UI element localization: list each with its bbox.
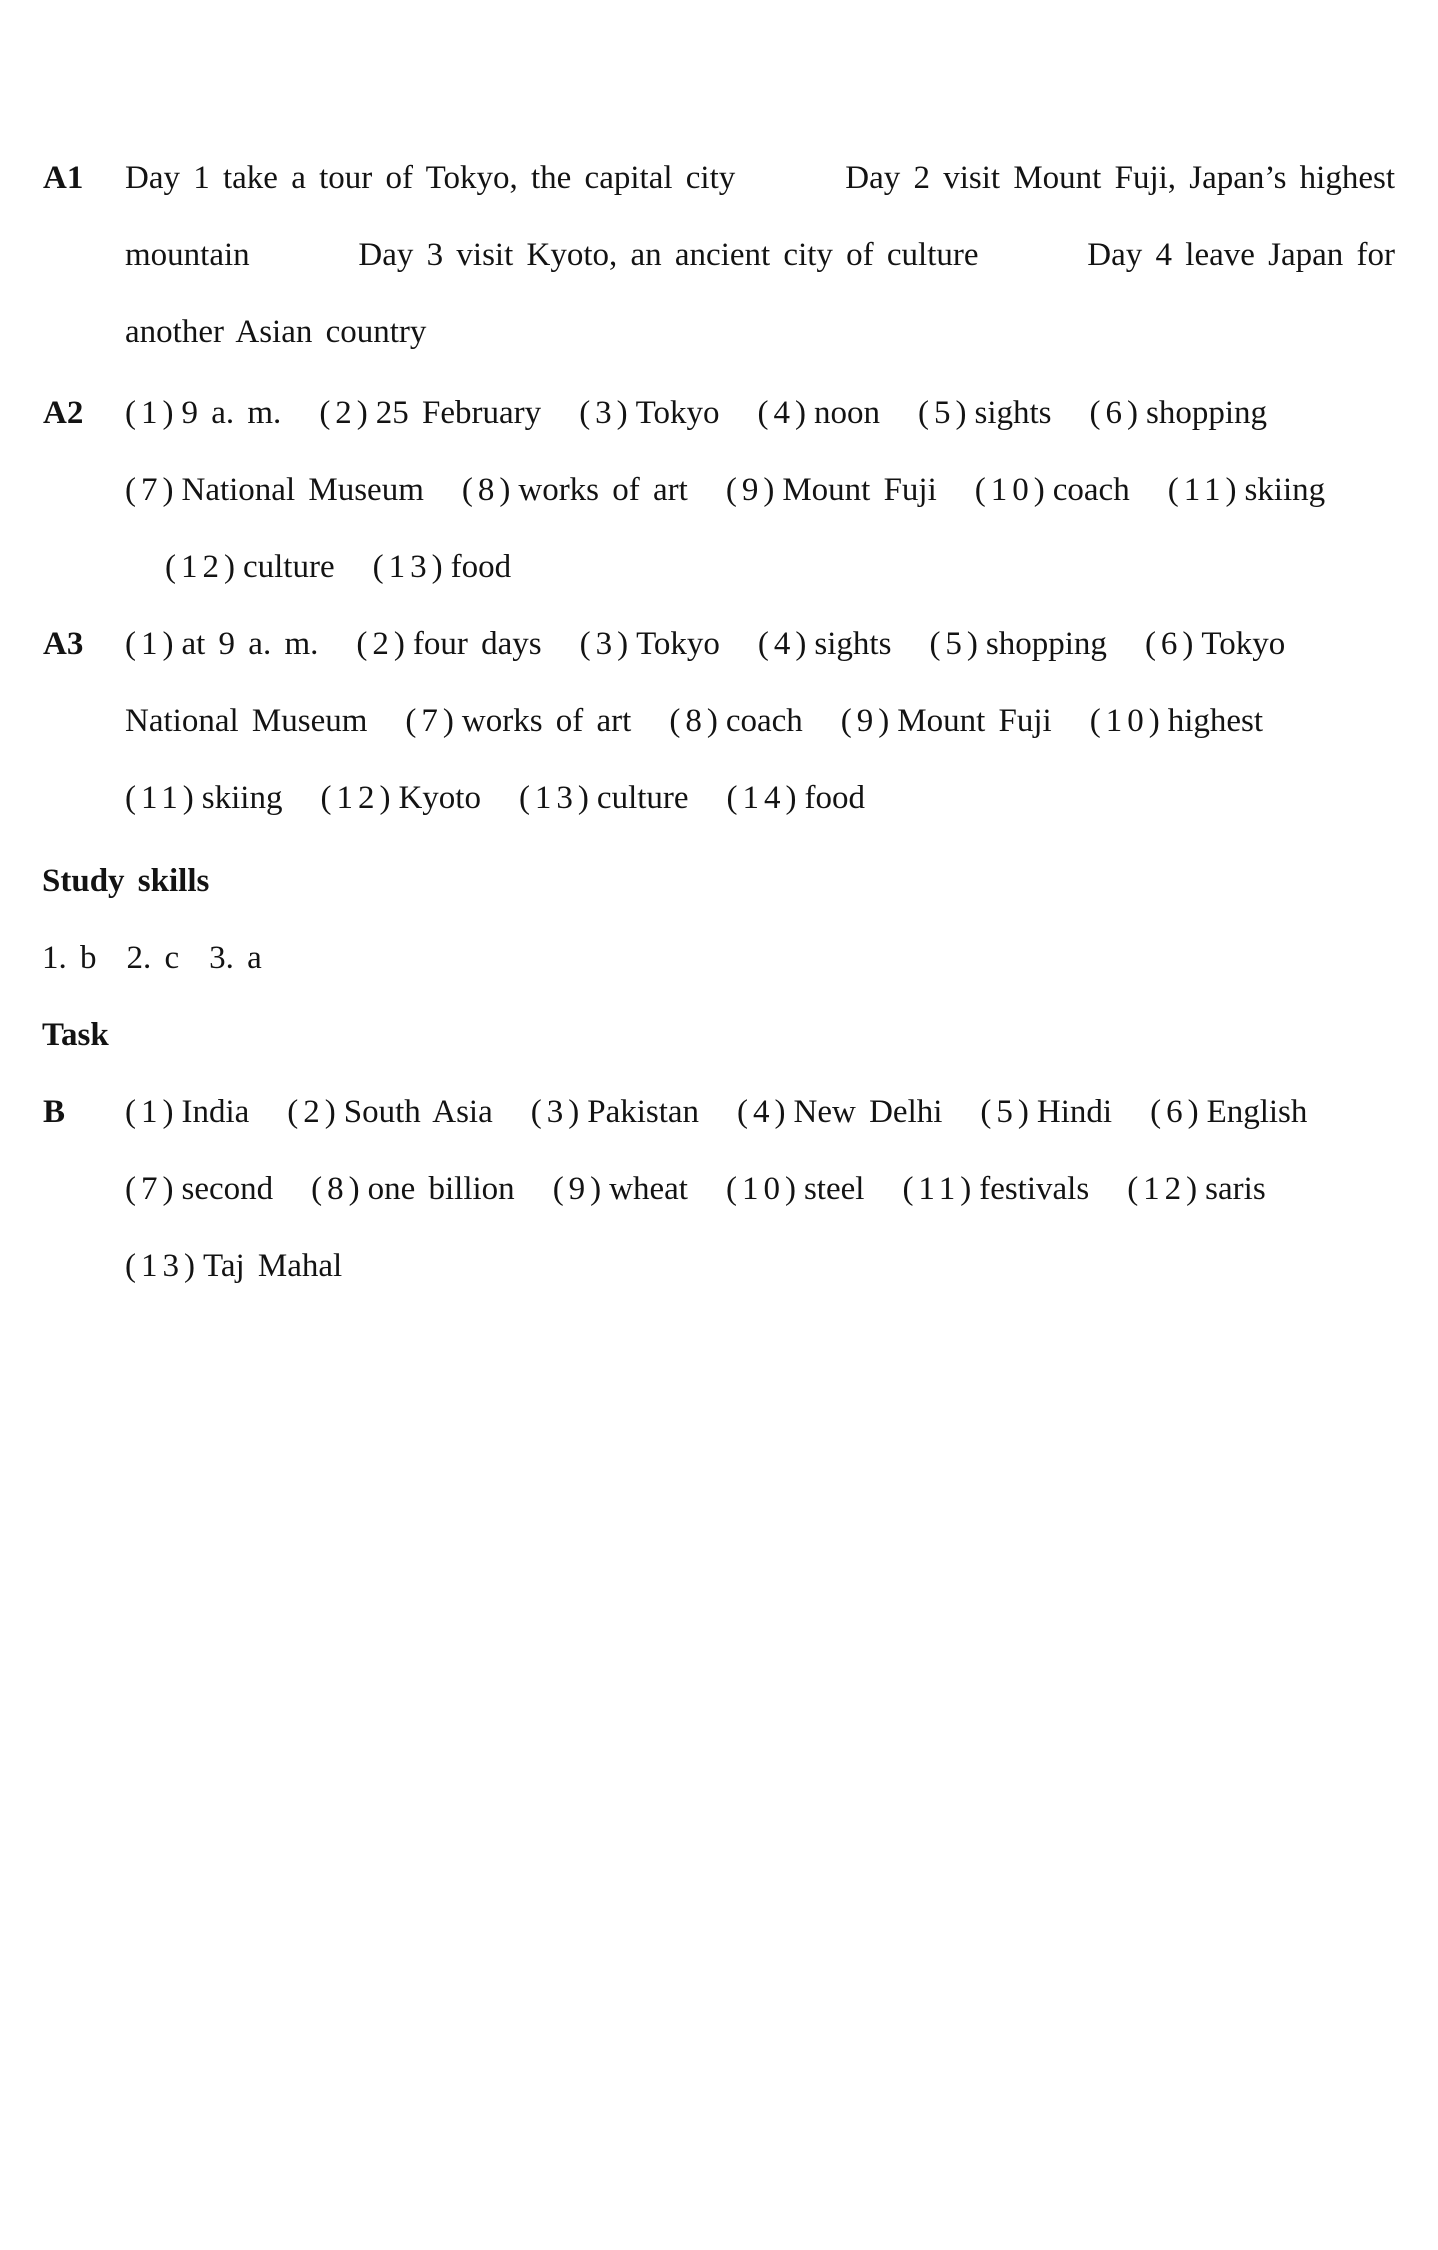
answer-number: (1) — [125, 1094, 179, 1130]
section-label: A3 — [43, 626, 84, 662]
answer-number: (13) — [372, 549, 448, 585]
prose-segment: Day 4 leave Japan for — [1087, 237, 1395, 273]
answer-text: shopping — [985, 626, 1107, 662]
answer-item — [1127, 1151, 1265, 1228]
answer-number: (8) — [461, 472, 516, 508]
prose-segment: mountain — [125, 237, 250, 273]
answer-text: 2. c — [126, 940, 180, 976]
answer-text: second — [181, 1171, 274, 1207]
answer-number: (8) — [669, 703, 723, 739]
answer-text: English — [1206, 1094, 1308, 1130]
answer-text: Mount Fuji — [782, 472, 937, 508]
answer-item — [356, 606, 541, 683]
prose-line — [125, 140, 1395, 217]
answer-number: (7) — [405, 703, 459, 739]
answer-number: (4) — [757, 626, 812, 662]
answer-number: (4) — [737, 1094, 791, 1130]
answer-number: (12) — [1127, 1171, 1203, 1207]
answer-text: sights — [814, 626, 892, 662]
answer-text: highest — [1167, 703, 1264, 739]
answer-number: (12) — [320, 780, 396, 816]
answer-line — [165, 529, 1395, 606]
answer-item — [918, 375, 1052, 452]
answer-item — [125, 1074, 249, 1151]
answer-text: Mount Fuji — [897, 703, 1052, 739]
answer-item — [737, 1074, 942, 1151]
answer-text: shopping — [1146, 395, 1268, 431]
answer-text: National Museum — [181, 472, 424, 508]
answer-text: works of art — [461, 703, 632, 739]
section-block-A2 — [0, 375, 1438, 606]
answer-item — [125, 1151, 273, 1228]
answer-text: India — [181, 1094, 250, 1130]
answer-text: works of art — [518, 472, 688, 508]
answer-item — [125, 760, 282, 837]
answer-number: (8) — [311, 1171, 365, 1207]
answer-text: Kyoto — [398, 780, 481, 816]
section-heading: Study skills — [42, 863, 210, 899]
answer-number: (5) — [918, 395, 972, 431]
answer-number: (11) — [1167, 472, 1242, 508]
answer-text: one billion — [367, 1171, 515, 1207]
answer-item — [580, 606, 720, 683]
answer-number: (6) — [1089, 395, 1144, 431]
answer-text: culture — [596, 780, 689, 816]
answers-content — [0, 140, 1438, 1305]
answer-item — [758, 606, 892, 683]
answer-text: South Asia — [343, 1094, 493, 1130]
answer-number: (3) — [530, 1094, 585, 1130]
answer-text: sights — [974, 395, 1052, 431]
answer-text: 25 February — [375, 395, 542, 431]
answer-item — [669, 683, 802, 760]
prose-line — [125, 294, 1395, 371]
answer-text: New Delhi — [793, 1094, 943, 1130]
answer-item — [320, 760, 480, 837]
heading-block — [0, 843, 1438, 920]
answer-item — [1168, 452, 1325, 529]
answer-item — [758, 375, 880, 452]
answer-text: steel — [803, 1171, 865, 1207]
section-block-B — [0, 1074, 1438, 1305]
answer-item — [1090, 375, 1268, 452]
answer-number: (10) — [974, 472, 1050, 508]
answer-item — [1150, 1074, 1307, 1151]
answer-number: (3) — [579, 626, 634, 662]
answer-item — [1145, 606, 1285, 683]
answer-number: (6) — [1150, 1094, 1204, 1130]
answer-number: (2) — [356, 626, 410, 662]
answer-text: Hindi — [1036, 1094, 1113, 1130]
answer-item — [405, 683, 631, 760]
answer-item — [125, 375, 281, 452]
answer-item — [980, 1074, 1112, 1151]
answer-line — [125, 1228, 1395, 1305]
answer-text: coach — [1052, 472, 1130, 508]
section-block-plain — [0, 920, 1438, 997]
prose-segment: Day 3 visit Kyoto, an ancient city of culture — [358, 237, 979, 273]
prose-segment: another Asian country — [125, 314, 427, 350]
answer-text: Tokyo — [1201, 626, 1286, 662]
answer-item — [287, 1074, 492, 1151]
answer-line — [125, 760, 1395, 837]
answer-number: (1) — [125, 395, 179, 431]
answer-text: four days — [412, 626, 542, 662]
answer-number: (9) — [552, 1171, 607, 1207]
answer-item — [1090, 683, 1263, 760]
answer-number: (3) — [579, 395, 633, 431]
answer-number: (6) — [1144, 626, 1199, 662]
answer-item — [125, 683, 367, 760]
answer-number: (4) — [757, 395, 812, 431]
answer-line — [125, 1074, 1395, 1151]
answer-text: Taj Mahal — [202, 1248, 343, 1284]
section-block-A3 — [0, 606, 1438, 837]
answer-text: coach — [725, 703, 803, 739]
answer-number: (2) — [319, 395, 373, 431]
answer-item — [531, 1074, 699, 1151]
answer-number: (12) — [165, 549, 240, 585]
prose-line — [125, 217, 1395, 294]
answer-line — [125, 375, 1395, 452]
answer-item — [553, 1151, 688, 1228]
answer-item — [727, 760, 865, 837]
section-label: A1 — [43, 160, 84, 196]
answer-item — [127, 920, 180, 997]
answer-item — [125, 452, 424, 529]
answer-number: (11) — [125, 780, 199, 816]
answer-text: at 9 a. m. — [181, 626, 319, 662]
answer-number: (14) — [726, 780, 802, 816]
answer-line — [125, 606, 1395, 683]
answer-item — [462, 452, 688, 529]
answer-text: culture — [242, 549, 335, 585]
answer-number: (5) — [980, 1094, 1034, 1130]
answer-text: food — [450, 549, 512, 585]
answer-item — [209, 920, 262, 997]
section-block-A1 — [0, 140, 1438, 371]
answer-number: (10) — [1089, 703, 1165, 739]
answer-item — [902, 1151, 1089, 1228]
answer-text: wheat — [609, 1171, 688, 1207]
answer-text: noon — [814, 395, 881, 431]
answer-number: (5) — [929, 626, 983, 662]
answer-line — [42, 920, 1395, 997]
section-label: A2 — [43, 395, 84, 431]
answer-number: (9) — [725, 472, 780, 508]
answer-text: food — [804, 780, 866, 816]
answer-item — [726, 452, 937, 529]
answer-item — [311, 1151, 515, 1228]
answer-text: saris — [1205, 1171, 1266, 1207]
answer-item — [726, 1151, 864, 1228]
heading-block — [0, 997, 1438, 1074]
answer-number: (10) — [725, 1171, 801, 1207]
answer-number: (7) — [125, 1171, 179, 1207]
answer-text: skiing — [201, 780, 283, 816]
answer-text: skiing — [1244, 472, 1326, 508]
answer-number: (7) — [125, 472, 179, 508]
prose-segment: Day 1 take a tour of Tokyo, the capital city — [125, 160, 736, 196]
answer-text: Tokyo — [636, 626, 720, 662]
answer-number: (13) — [125, 1248, 200, 1284]
answer-item — [975, 452, 1130, 529]
answer-number: (2) — [287, 1094, 341, 1130]
answer-text: 3. a — [209, 940, 262, 976]
answer-text: 9 a. m. — [181, 395, 282, 431]
answer-text: 1. b — [42, 940, 97, 976]
answer-text: festivals — [979, 1171, 1090, 1207]
answer-item — [929, 606, 1107, 683]
answer-number: (13) — [518, 780, 594, 816]
answer-item — [841, 683, 1052, 760]
answer-item — [42, 920, 97, 997]
answer-line — [125, 452, 1395, 529]
answer-number: (9) — [840, 703, 895, 739]
answer-line — [125, 683, 1395, 760]
answer-item — [125, 606, 318, 683]
answer-text: Tokyo — [635, 395, 720, 431]
answer-text: Pakistan — [587, 1094, 700, 1130]
section-heading: Task — [42, 1017, 109, 1053]
answer-number: (1) — [125, 626, 179, 662]
prose-segment: Day 2 visit Mount Fuji, Japan’s highest — [845, 160, 1395, 196]
answer-text: National Museum — [125, 703, 368, 739]
answer-item — [519, 760, 689, 837]
answer-item — [319, 375, 541, 452]
answer-item — [165, 529, 335, 606]
answer-item — [579, 375, 719, 452]
answer-item — [373, 529, 511, 606]
answer-line — [125, 1151, 1395, 1228]
answer-item — [125, 1228, 342, 1305]
section-label: B — [43, 1094, 66, 1130]
answer-number: (11) — [902, 1171, 977, 1207]
